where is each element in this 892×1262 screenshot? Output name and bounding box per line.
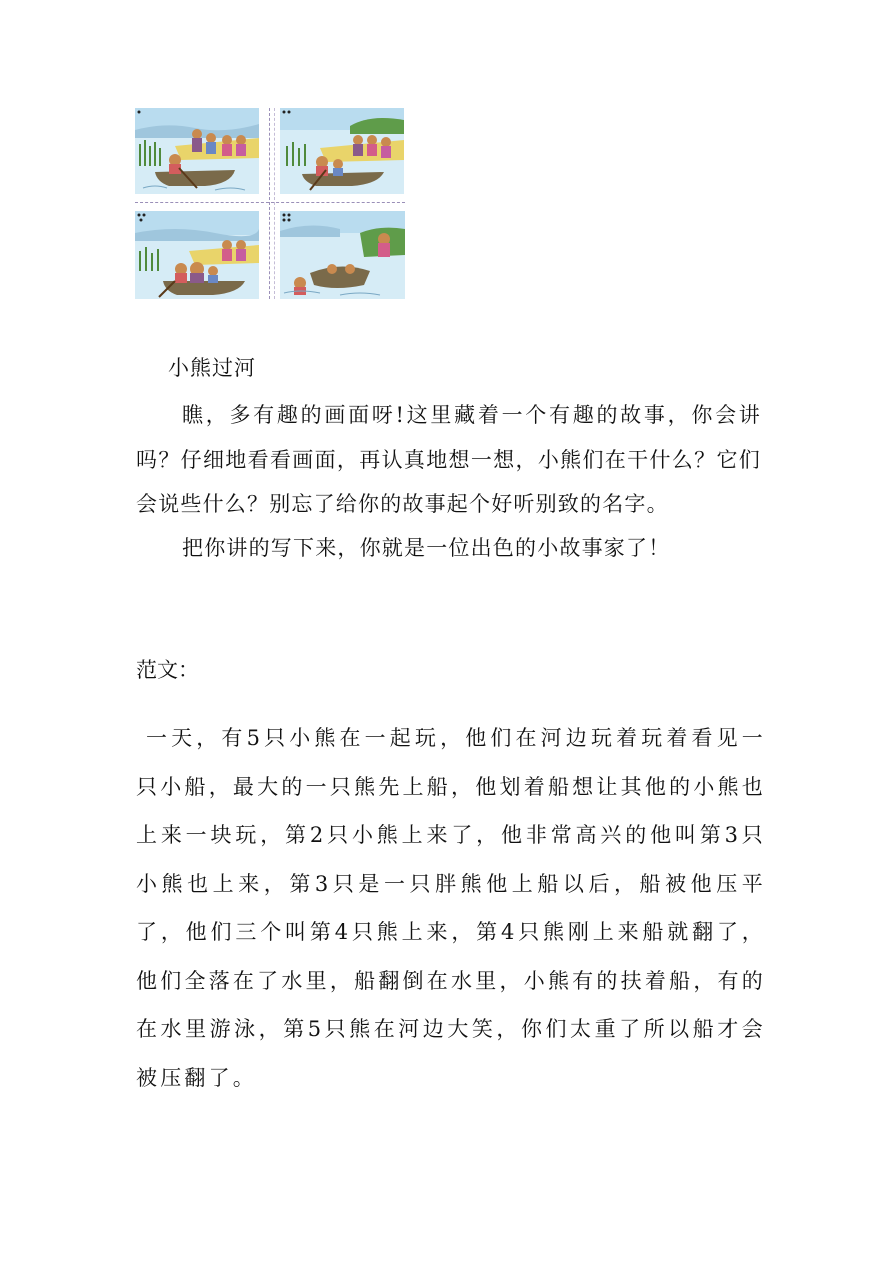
panel-3-illustration (135, 211, 259, 299)
panel-2-illustration (280, 108, 404, 194)
panel-divider-vertical (269, 108, 270, 299)
panel-4-illustration (280, 211, 405, 299)
panel-divider-vertical-2 (274, 108, 275, 299)
panel-divider-horizontal (135, 202, 405, 203)
intro-paragraph-1: 瞧，多有趣的画面呀!这里藏着一个有趣的故事，你会讲吗？仔细地看看画面，再认真地想一想，小熊们在干什么？它们会说些什么？别忘了给你的故事起个好听别致的名字。 (136, 403, 761, 516)
intro-paragraph-2: 把你讲的写下来，你就是一位出色的小故事家了！ (182, 536, 671, 560)
sample-essay-label: 范文： (136, 658, 199, 682)
sample-essay-text: 一天，有5只小熊在一起玩，他们在河边玩着玩着看见一只小船，最大的一只熊先上船，他划着船想让其他的小熊也上来一块玩，第2只小熊上来了，他非常高兴的他叫第3只小熊也上来，第3只是一只胖熊他上船以后，船被他压平了，他们三个叫第4只熊上来，第4只熊刚上来船就翻了，他们全落在了水里，船翻倒在水里，小熊有的扶着船，有的在水里游泳，第5只熊在河边大笑，你们太重了所以船才会被压翻了。 (136, 726, 766, 1090)
panel-1-illustration (135, 108, 259, 194)
story-title: 小熊过河 (168, 356, 256, 380)
picture-panels (135, 108, 405, 299)
